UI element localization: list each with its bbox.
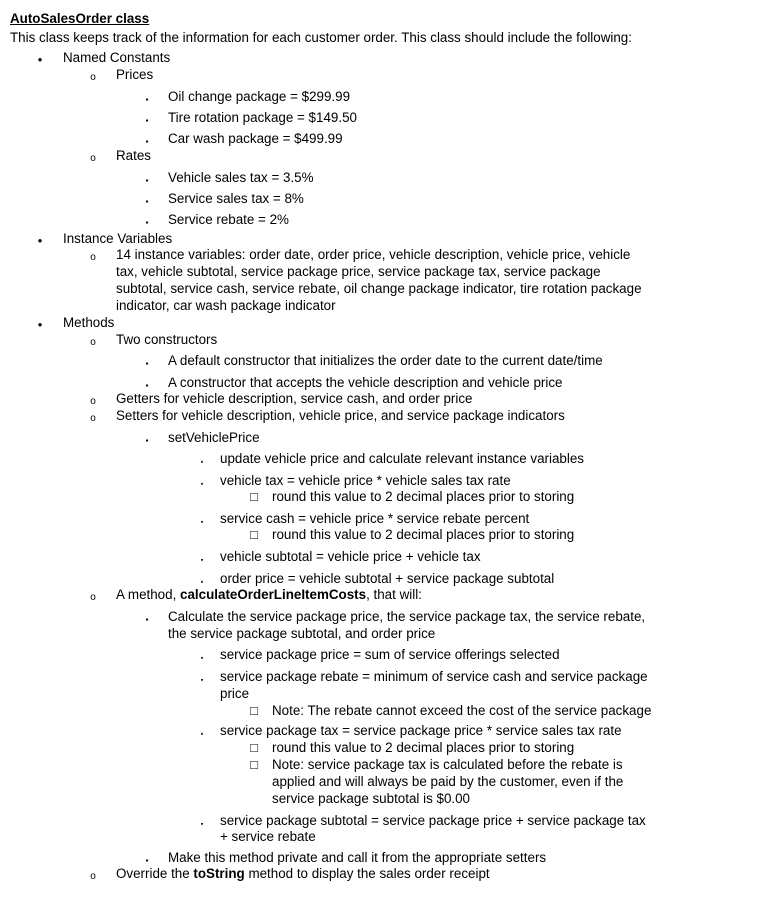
named-constants-heading: Named Constants [63,50,171,65]
svp-order-price: order price = vehicle subtotal + service package subtotal [220,571,555,586]
calc-method-name: calculateOrderLineItemCosts [180,587,367,602]
calc-subtotal-line: service package subtotal = service package price + service package tax [220,813,646,828]
small-square-bullet-icon [195,814,209,833]
instance-variables-line: subtotal, service cash, service rebate, oil change package indicator, tire rotation package [116,281,642,296]
price-item: Tire rotation package = $149.50 [168,110,357,125]
svp-service-cash-note: round this value to 2 decimal places prior to storing [272,527,575,542]
calc-package-tax-round: round this value to 2 decimal places prior to storing [272,740,575,755]
calc-line: the service package subtotal, and order price [168,626,436,641]
calc-package-tax-note: Note: service package tax is calculated before the rebate is [272,757,623,772]
small-square-bullet-icon [195,452,209,471]
getters-item: Getters for vehicle description, service cash, and order price [116,391,473,406]
calc-package-tax-note: applied and will always be paid by the customer, even if the [272,774,624,789]
square-bullet-icon [140,431,154,449]
circle-bullet-icon [86,392,100,410]
small-square-bullet-icon [195,648,209,667]
small-square-bullet-icon [195,474,209,493]
calc-rebate-line: price [220,686,250,701]
setters-item: Setters for vehicle description, vehicle price, and service package indicators [116,408,565,423]
small-square-bullet-icon [195,550,209,569]
circle-bullet-icon [86,409,100,427]
svp-vehicle-subtotal: vehicle subtotal = vehicle price + vehicle tax [220,549,481,564]
instance-variables-line: indicator, car wash package indicator [116,298,336,313]
calc-package-price: service package price = sum of service offerings selected [220,647,560,662]
rate-item: Service sales tax = 8% [168,191,304,206]
square-bullet-icon [140,610,154,628]
checkbox-bullet-icon [247,757,261,773]
constructors-heading: Two constructors [116,332,218,347]
svp-update: update vehicle price and calculate relevant instance variables [220,451,584,466]
instance-variables-line: tax, vehicle subtotal, service package price, service package tax, service package [116,264,601,279]
page-title: AutoSalesOrder class [10,11,150,26]
constructor-item: A default constructor that initializes the order date to the current date/time [168,353,603,368]
instance-variables-line: 14 instance variables: order date, order price, vehicle description, vehicle price, vehicle [116,247,631,262]
circle-bullet-icon [86,68,100,86]
calc-subtotal-line: + service rebate [220,829,316,844]
calc-method-heading: A method, calculateOrderLineItemCosts, that will: [116,587,422,602]
set-vehicle-price-heading: setVehiclePrice [168,430,260,445]
prices-heading: Prices [116,67,154,82]
rate-item: Service rebate = 2% [168,212,289,227]
intro-text: This class keeps track of the information for each customer order. This class should include the following: [10,30,632,45]
constructor-item: A constructor that accepts the vehicle description and vehicle price [168,375,563,390]
square-bullet-icon [140,354,154,372]
square-bullet-icon [140,192,154,210]
price-item: Oil change package = $299.99 [168,89,351,104]
bullet-icon [33,231,47,249]
checkbox-bullet-icon [247,703,261,719]
bullet-icon [33,50,47,68]
checkbox-bullet-icon [247,489,261,505]
to-string-item: Override the toString method to display the sales order receipt [116,866,490,881]
small-square-bullet-icon [195,512,209,531]
svp-vehicle-tax: vehicle tax = vehicle price * vehicle sales tax rate [220,473,511,488]
methods-heading: Methods [63,315,115,330]
to-string-name: toString [193,866,245,881]
rates-heading: Rates [116,148,151,163]
circle-bullet-icon [86,867,100,885]
checkbox-bullet-icon [247,527,261,543]
small-square-bullet-icon [195,724,209,743]
rate-item: Vehicle sales tax = 3.5% [168,170,314,185]
instance-variables-heading: Instance Variables [63,231,173,246]
calc-private-note: Make this method private and call it from the appropriate setters [168,850,547,865]
square-bullet-icon [140,213,154,231]
square-bullet-icon [140,171,154,189]
square-bullet-icon [140,90,154,108]
small-square-bullet-icon [195,670,209,689]
calc-line: Calculate the service package price, the service package tax, the service rebate, [168,609,646,624]
price-item: Car wash package = $499.99 [168,131,343,146]
bullet-icon [33,315,47,333]
calc-package-tax: service package tax = service package price * service sales tax rate [220,723,622,738]
circle-bullet-icon [86,248,100,266]
square-bullet-icon [140,111,154,129]
svp-service-cash: service cash = vehicle price * service rebate percent [220,511,530,526]
calc-rebate-line: service package rebate = minimum of service cash and service package [220,669,648,684]
circle-bullet-icon [86,333,100,351]
circle-bullet-icon [86,588,100,606]
checkbox-bullet-icon [247,740,261,756]
calc-package-tax-note: service package subtotal is $0.00 [272,791,471,806]
calc-rebate-note: Note: The rebate cannot exceed the cost of the service package [272,703,652,718]
circle-bullet-icon [86,149,100,167]
svp-vehicle-tax-note: round this value to 2 decimal places prior to storing [272,489,575,504]
